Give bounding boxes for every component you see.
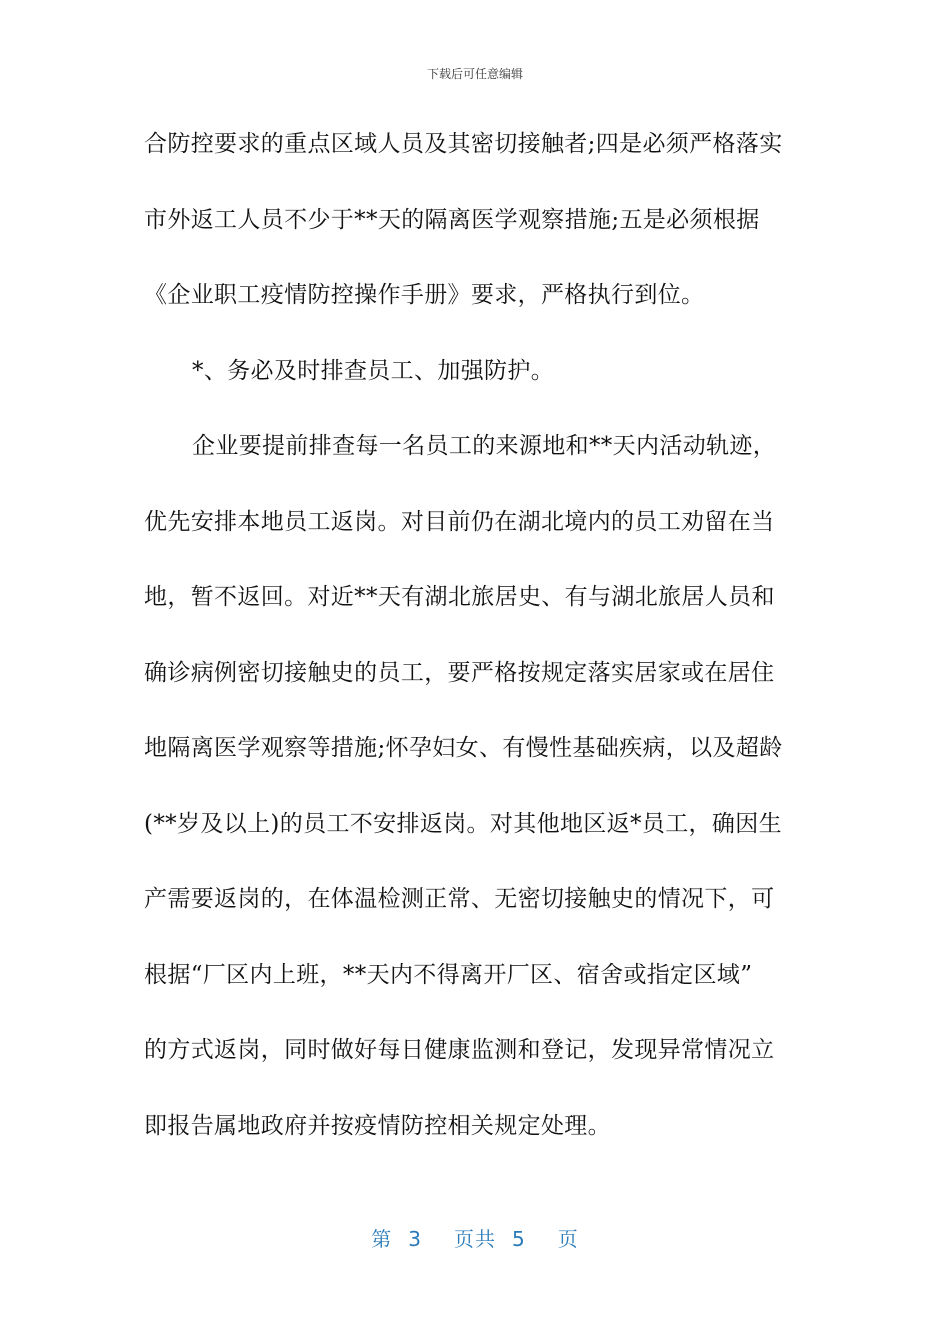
paragraph-start-line: 企业要提前排查每一名员工的来源地和**天内活动轨迹，: [192, 433, 777, 459]
text-line: 地隔离医学观察等措施;怀孕妇女、有慢性基础疾病，以及超龄: [144, 735, 783, 761]
text-line: 产需要返岗的，在体温检测正常、无密切接触史的情况下，可: [144, 886, 775, 912]
text-line: 确诊病例密切接触史的员工，要严格按规定落实居家或在居住: [144, 659, 775, 686]
document-body: [144, 124, 808, 1181]
section-heading: *、务必及时排查员工、加强防护。: [192, 357, 555, 384]
page-prefix: 第: [371, 1227, 393, 1251]
text-line: 根据“厂区内上班，**天内不得离开厂区、宿舍或指定区域”: [144, 961, 753, 988]
total-pages-number: 5: [512, 1227, 526, 1251]
text-line: 合防控要求的重点区域人员及其密切接触者;四是必须严格落实: [144, 131, 783, 157]
text-line: 《企业职工疫情防控操作手册》要求，严格执行到位。: [144, 282, 705, 308]
page-suffix: 页: [557, 1227, 579, 1251]
text-line: 地，暂不返回。对近**天有湖北旅居史、有与湖北旅居人员和: [144, 584, 775, 610]
text-line: (**岁及以上)的员工不安排返岗。对其他地区返*员工，确因生: [144, 810, 782, 837]
text-line: 市外返工人员不少于**天的隔离医学观察措施;五是必须根据: [144, 206, 760, 233]
page-footer: [0, 1226, 950, 1252]
text-line: 优先安排本地员工返岗。对目前仍在湖北境内的员工劝留在当: [144, 508, 775, 535]
page-header: 下载后可任意编辑: [426, 67, 523, 81]
text-line: 即报告属地政府并按疫情防控相关规定处理。: [144, 1112, 611, 1139]
page-mid: 页共: [454, 1227, 496, 1251]
current-page-number: 3: [408, 1227, 422, 1251]
text-line: 的方式返岗，同时做好每日健康监测和登记，发现异常情况立: [144, 1037, 775, 1063]
